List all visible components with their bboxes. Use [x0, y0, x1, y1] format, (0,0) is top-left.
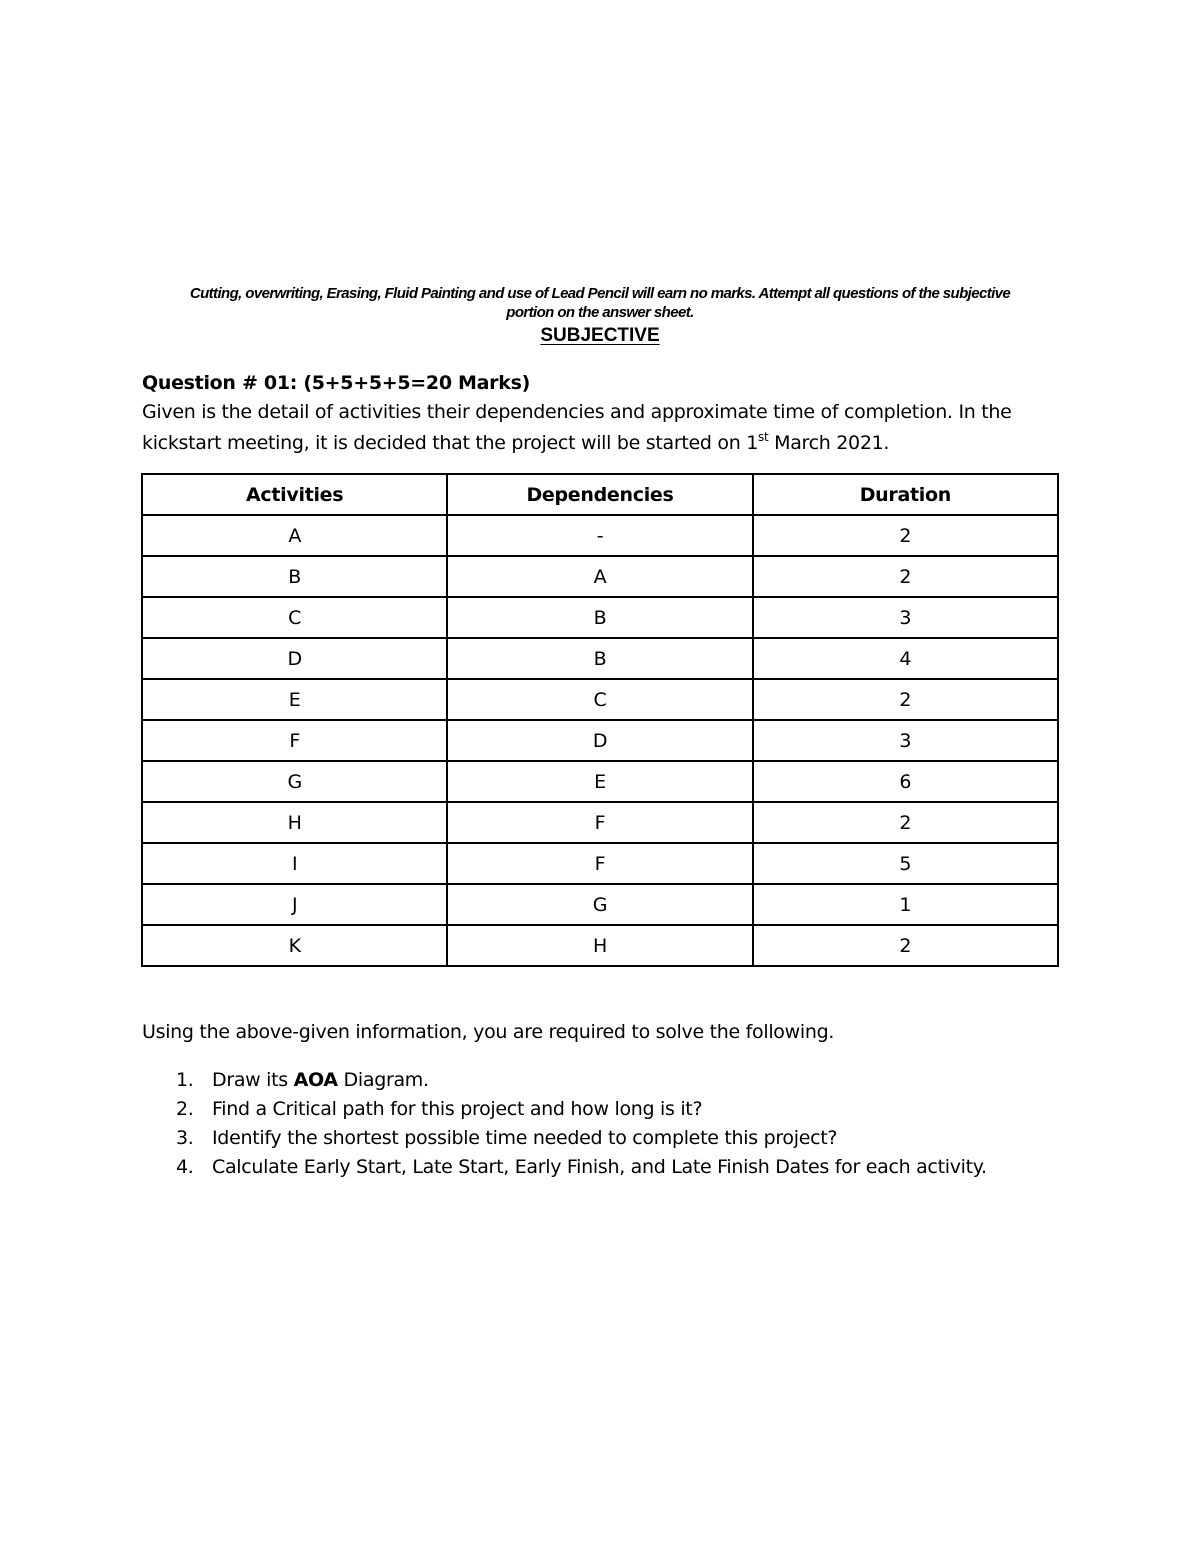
dependency-cell: A	[447, 556, 752, 597]
duration-cell: 2	[753, 556, 1058, 597]
table-row	[142, 884, 1058, 925]
activity-cell: B	[142, 556, 447, 597]
list-item-text: Calculate Early Start, Late Start, Early Finish, and Late Finish Dates for each activity.	[212, 1156, 987, 1178]
question-text	[142, 397, 1072, 459]
list-item	[142, 1095, 1072, 1124]
activity-cell: J	[142, 884, 447, 925]
table-row	[142, 515, 1058, 556]
table-row	[142, 843, 1058, 884]
dependency-cell: B	[447, 638, 752, 679]
list-item-number: 1.	[176, 1069, 194, 1091]
duration-cell: 2	[753, 679, 1058, 720]
list-item-text: Draw its	[212, 1069, 294, 1091]
dependency-cell: G	[447, 884, 752, 925]
activity-cell: E	[142, 679, 447, 720]
section-heading	[100, 324, 1100, 348]
duration-cell: 2	[753, 802, 1058, 843]
table-row	[142, 638, 1058, 679]
list-item-number: 2.	[176, 1098, 194, 1120]
duration-cell: 3	[753, 597, 1058, 638]
instructions-line-1: Cutting, overwriting, Erasing, Fluid Painting and use of Lead Pencil will earn no marks. Attempt all questions of the subjective	[189, 285, 1011, 302]
activity-cell: G	[142, 761, 447, 802]
activity-cell: F	[142, 720, 447, 761]
list-item-text-end: Diagram.	[337, 1069, 429, 1091]
table-row	[142, 679, 1058, 720]
table-row	[142, 925, 1058, 966]
duration-cell: 1	[753, 884, 1058, 925]
header-duration: Duration	[753, 474, 1058, 515]
list-item-bold-text: AOA	[293, 1069, 338, 1091]
activity-cell: K	[142, 925, 447, 966]
dependency-cell: C	[447, 679, 752, 720]
question-text-superscript: st	[758, 430, 769, 444]
activity-cell: D	[142, 638, 447, 679]
dependency-cell: D	[447, 720, 752, 761]
list-item-text: Find a Critical path for this project and how long is it?	[212, 1098, 703, 1120]
list-item	[142, 1066, 1072, 1095]
table-row	[142, 761, 1058, 802]
duration-cell: 4	[753, 638, 1058, 679]
list-item-number: 4.	[176, 1156, 194, 1178]
section-heading-text: SUBJECTIVE	[540, 325, 660, 346]
table-header-row	[142, 474, 1058, 515]
duration-cell: 5	[753, 843, 1058, 884]
table-row	[142, 802, 1058, 843]
activity-cell: I	[142, 843, 447, 884]
activity-cell: H	[142, 802, 447, 843]
exam-instructions	[100, 284, 1100, 322]
table-row	[142, 720, 1058, 761]
table-row	[142, 597, 1058, 638]
duration-cell: 6	[753, 761, 1058, 802]
dependency-cell: E	[447, 761, 752, 802]
question-title: Question # 01: (5+5+5+5=20 Marks)	[142, 372, 530, 394]
list-item-text: Identify the shortest possible time needed to complete this project?	[212, 1127, 838, 1149]
task-list	[142, 1066, 1072, 1182]
duration-cell: 2	[753, 515, 1058, 556]
duration-cell: 2	[753, 925, 1058, 966]
dependency-cell: F	[447, 802, 752, 843]
activities-table	[141, 473, 1059, 967]
activity-cell: A	[142, 515, 447, 556]
dependency-cell: F	[447, 843, 752, 884]
table-row	[142, 556, 1058, 597]
question-text-main: Given is the detail of activities their dependencies and approximate time of completion. In the kickstart meeting, it is decided that the project will be started on 1	[142, 401, 1012, 454]
dependency-cell: -	[447, 515, 752, 556]
dependency-cell: H	[447, 925, 752, 966]
list-item	[142, 1124, 1072, 1153]
task-intro: Using the above-given information, you are required to solve the following.	[142, 1021, 835, 1043]
dependency-cell: B	[447, 597, 752, 638]
list-item	[142, 1153, 1072, 1182]
activity-cell: C	[142, 597, 447, 638]
list-item-number: 3.	[176, 1127, 194, 1149]
question-text-end: March 2021.	[768, 432, 890, 454]
header-activities: Activities	[142, 474, 447, 515]
duration-cell: 3	[753, 720, 1058, 761]
instructions-line-2: portion on the answer sheet.	[506, 304, 694, 321]
header-dependencies: Dependencies	[447, 474, 752, 515]
